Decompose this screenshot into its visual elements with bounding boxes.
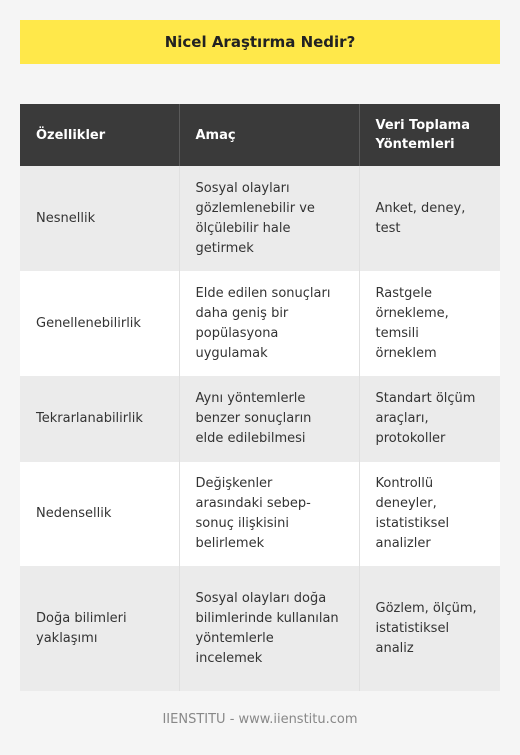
method-cell: Kontrollü deneyler, istatistiksel analizler [359, 462, 500, 566]
table-row [20, 166, 500, 271]
header-purpose: Amaç [179, 104, 359, 166]
method-cell: Gözlem, ölçüm, istatistiksel analiz [359, 566, 500, 691]
purpose-cell: Aynı yöntemlerle benzer sonuçların elde edilebilmesi [179, 376, 359, 462]
purpose-cell: Değişkenler arasındaki sebep-sonuç ilişkisini belirlemek [179, 462, 359, 566]
method-cell: Anket, deney, test [359, 166, 500, 271]
table-row [20, 271, 500, 376]
feature-cell: Genellenebilirlik [20, 271, 179, 376]
table-row [20, 376, 500, 462]
feature-cell: Nedensellik [20, 462, 179, 566]
feature-cell: Doğa bilimleri yaklaşımı [20, 566, 179, 691]
table-row [20, 566, 500, 691]
footer-credit: IIENSTITU - www.iienstitu.com [162, 712, 358, 727]
feature-cell: Nesnellik [20, 166, 179, 271]
header-features: Özellikler [20, 104, 179, 166]
header-data-methods: Veri Toplama Yöntemleri [359, 104, 500, 166]
method-cell: Rastgele örnekleme, temsili örneklem [359, 271, 500, 376]
purpose-cell: Sosyal olayları gözlemlenebilir ve ölçülebilir hale getirmek [179, 166, 359, 271]
title-banner [20, 20, 500, 64]
table-header-row [20, 104, 500, 166]
feature-cell: Tekrarlanabilirlik [20, 376, 179, 462]
table-row [20, 462, 500, 566]
page-title: Nicel Araştırma Nedir? [164, 33, 356, 51]
purpose-cell: Sosyal olayları doğa bilimlerinde kullanılan yöntemlerle incelemek [179, 566, 359, 691]
method-cell: Standart ölçüm araçları, protokoller [359, 376, 500, 462]
purpose-cell: Elde edilen sonuçları daha geniş bir popülasyona uygulamak [179, 271, 359, 376]
features-table [20, 104, 500, 691]
